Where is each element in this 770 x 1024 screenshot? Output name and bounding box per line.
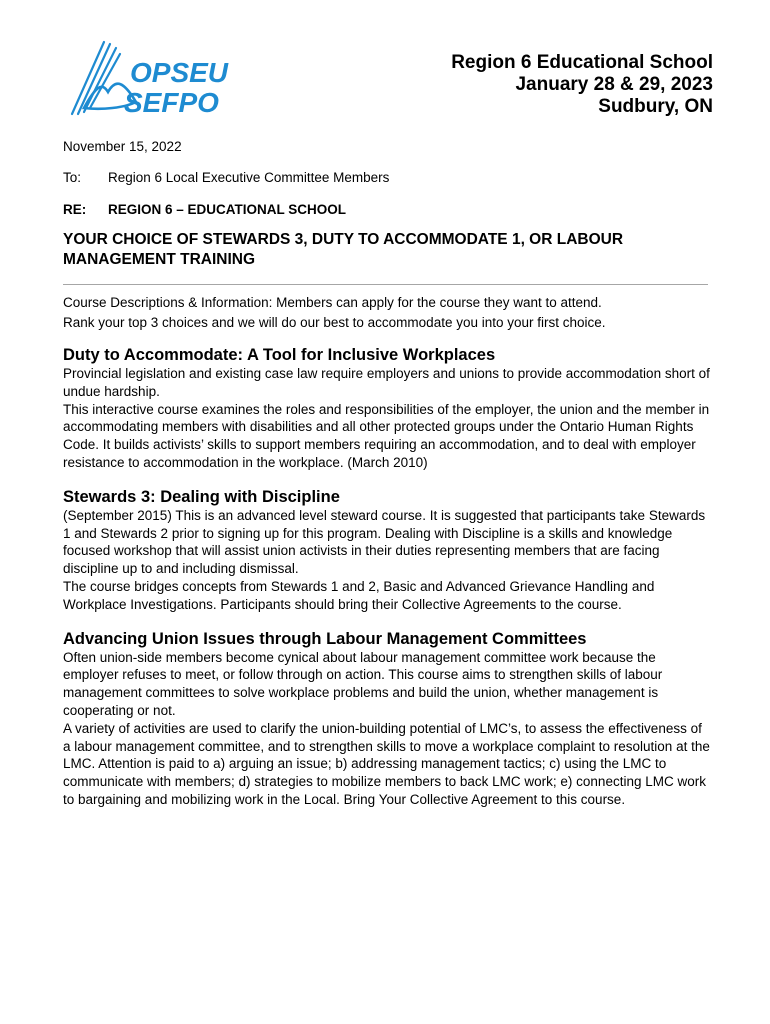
event-location: Sudbury, ON (598, 96, 713, 117)
divider (63, 284, 708, 285)
intro-line-1: Course Descriptions & Information: Members can apply for the course they want to attend. (63, 295, 602, 310)
course-title: Stewards 3: Dealing with Discipline (63, 487, 340, 506)
to-line (63, 170, 713, 185)
course-paragraph: (September 2015) This is an advanced level steward course. It is suggested that participants take Stewards 1 and Stewards 2 prior to signing up for this program. Dealing with Discipline is a skills and knowledge focused workshop that will assist union activists in their duties representing members that are facing discipline up to and including dismissal. (63, 507, 706, 577)
course-title: Advancing Union Issues through Labour Management Committees (63, 629, 587, 648)
course-paragraph: This interactive course examines the roles and responsibilities of the employer, the union and the member in accommodating members with disabilities and all other protected groups under the Ontario Human Rights Code. It builds activists’ skills to support members requiring an accommodation, and to deal with employer resistance to accommodation in the workplace. (March 2010) (63, 401, 710, 470)
logo-line1: OPSEU (130, 57, 229, 88)
event-name: Region 6 Educational School (451, 52, 713, 73)
course-title: Duty to Accommodate: A Tool for Inclusive Workplaces (63, 346, 496, 364)
re-label: RE: (63, 202, 87, 217)
course-paragraph: Often union-side members become cynical about labour management committee work because the employer refuses to meet, or follow through on action. This course aims to strengthen skills of labour management committees to solve workplace problems and build the union, whether management is cooperating or not. (63, 649, 663, 718)
letter-headline: YOUR CHOICE OF STEWARDS 3, DUTY TO ACCOMMODATE 1, OR LABOUR MANAGEMENT TRAINING (63, 231, 624, 268)
course-paragraph: Provincial legislation and existing case law require employers and unions to provide accommodation short of undue hardship. (63, 366, 710, 399)
letter-body (63, 139, 713, 809)
re-line (63, 202, 713, 217)
course-section-stewards-3 (63, 487, 713, 614)
course-paragraph: A variety of activities are used to clarify the union-building potential of LMC’s, to assess the effectiveness of a labour management committee, and to strengthen skills to move a workplace complaint to resolution at the LMC. Attention is paid to a) arguing an issue; b) addressing management tactics; c) using the LMC to communicate with members; d) strategies to mobilize members to back LMC work; e) connecting LMC work to bargaining and mobilizing work in the Local. Bring Your Collective Agreement to this course. (63, 720, 710, 807)
event-dates: January 28 & 29, 2023 (515, 74, 713, 95)
event-header (451, 52, 713, 118)
re-value: REGION 6 – EDUCATIONAL SCHOOL (108, 202, 347, 217)
to-value: Region 6 Local Executive Committee Members (108, 170, 390, 185)
to-label: To: (63, 170, 82, 185)
intro-text (63, 293, 713, 333)
letter-date: November 15, 2022 (63, 139, 182, 154)
course-section-labour-management (63, 629, 713, 809)
course-section-duty-to-accommodate (63, 345, 713, 472)
course-paragraph: The course bridges concepts from Stewards 1 and 2, Basic and Advanced Grievance Handling and Workplace Investigations. Participants should bring their Collective Agreements to the course. (63, 578, 655, 612)
opseu-logo-mark (66, 38, 266, 118)
opseu-sefpo-logo (66, 38, 266, 118)
intro-line-2: Rank your top 3 choices and we will do our best to accommodate you into your first choice. (63, 315, 606, 330)
logo-line2: SEFPO (124, 87, 219, 118)
